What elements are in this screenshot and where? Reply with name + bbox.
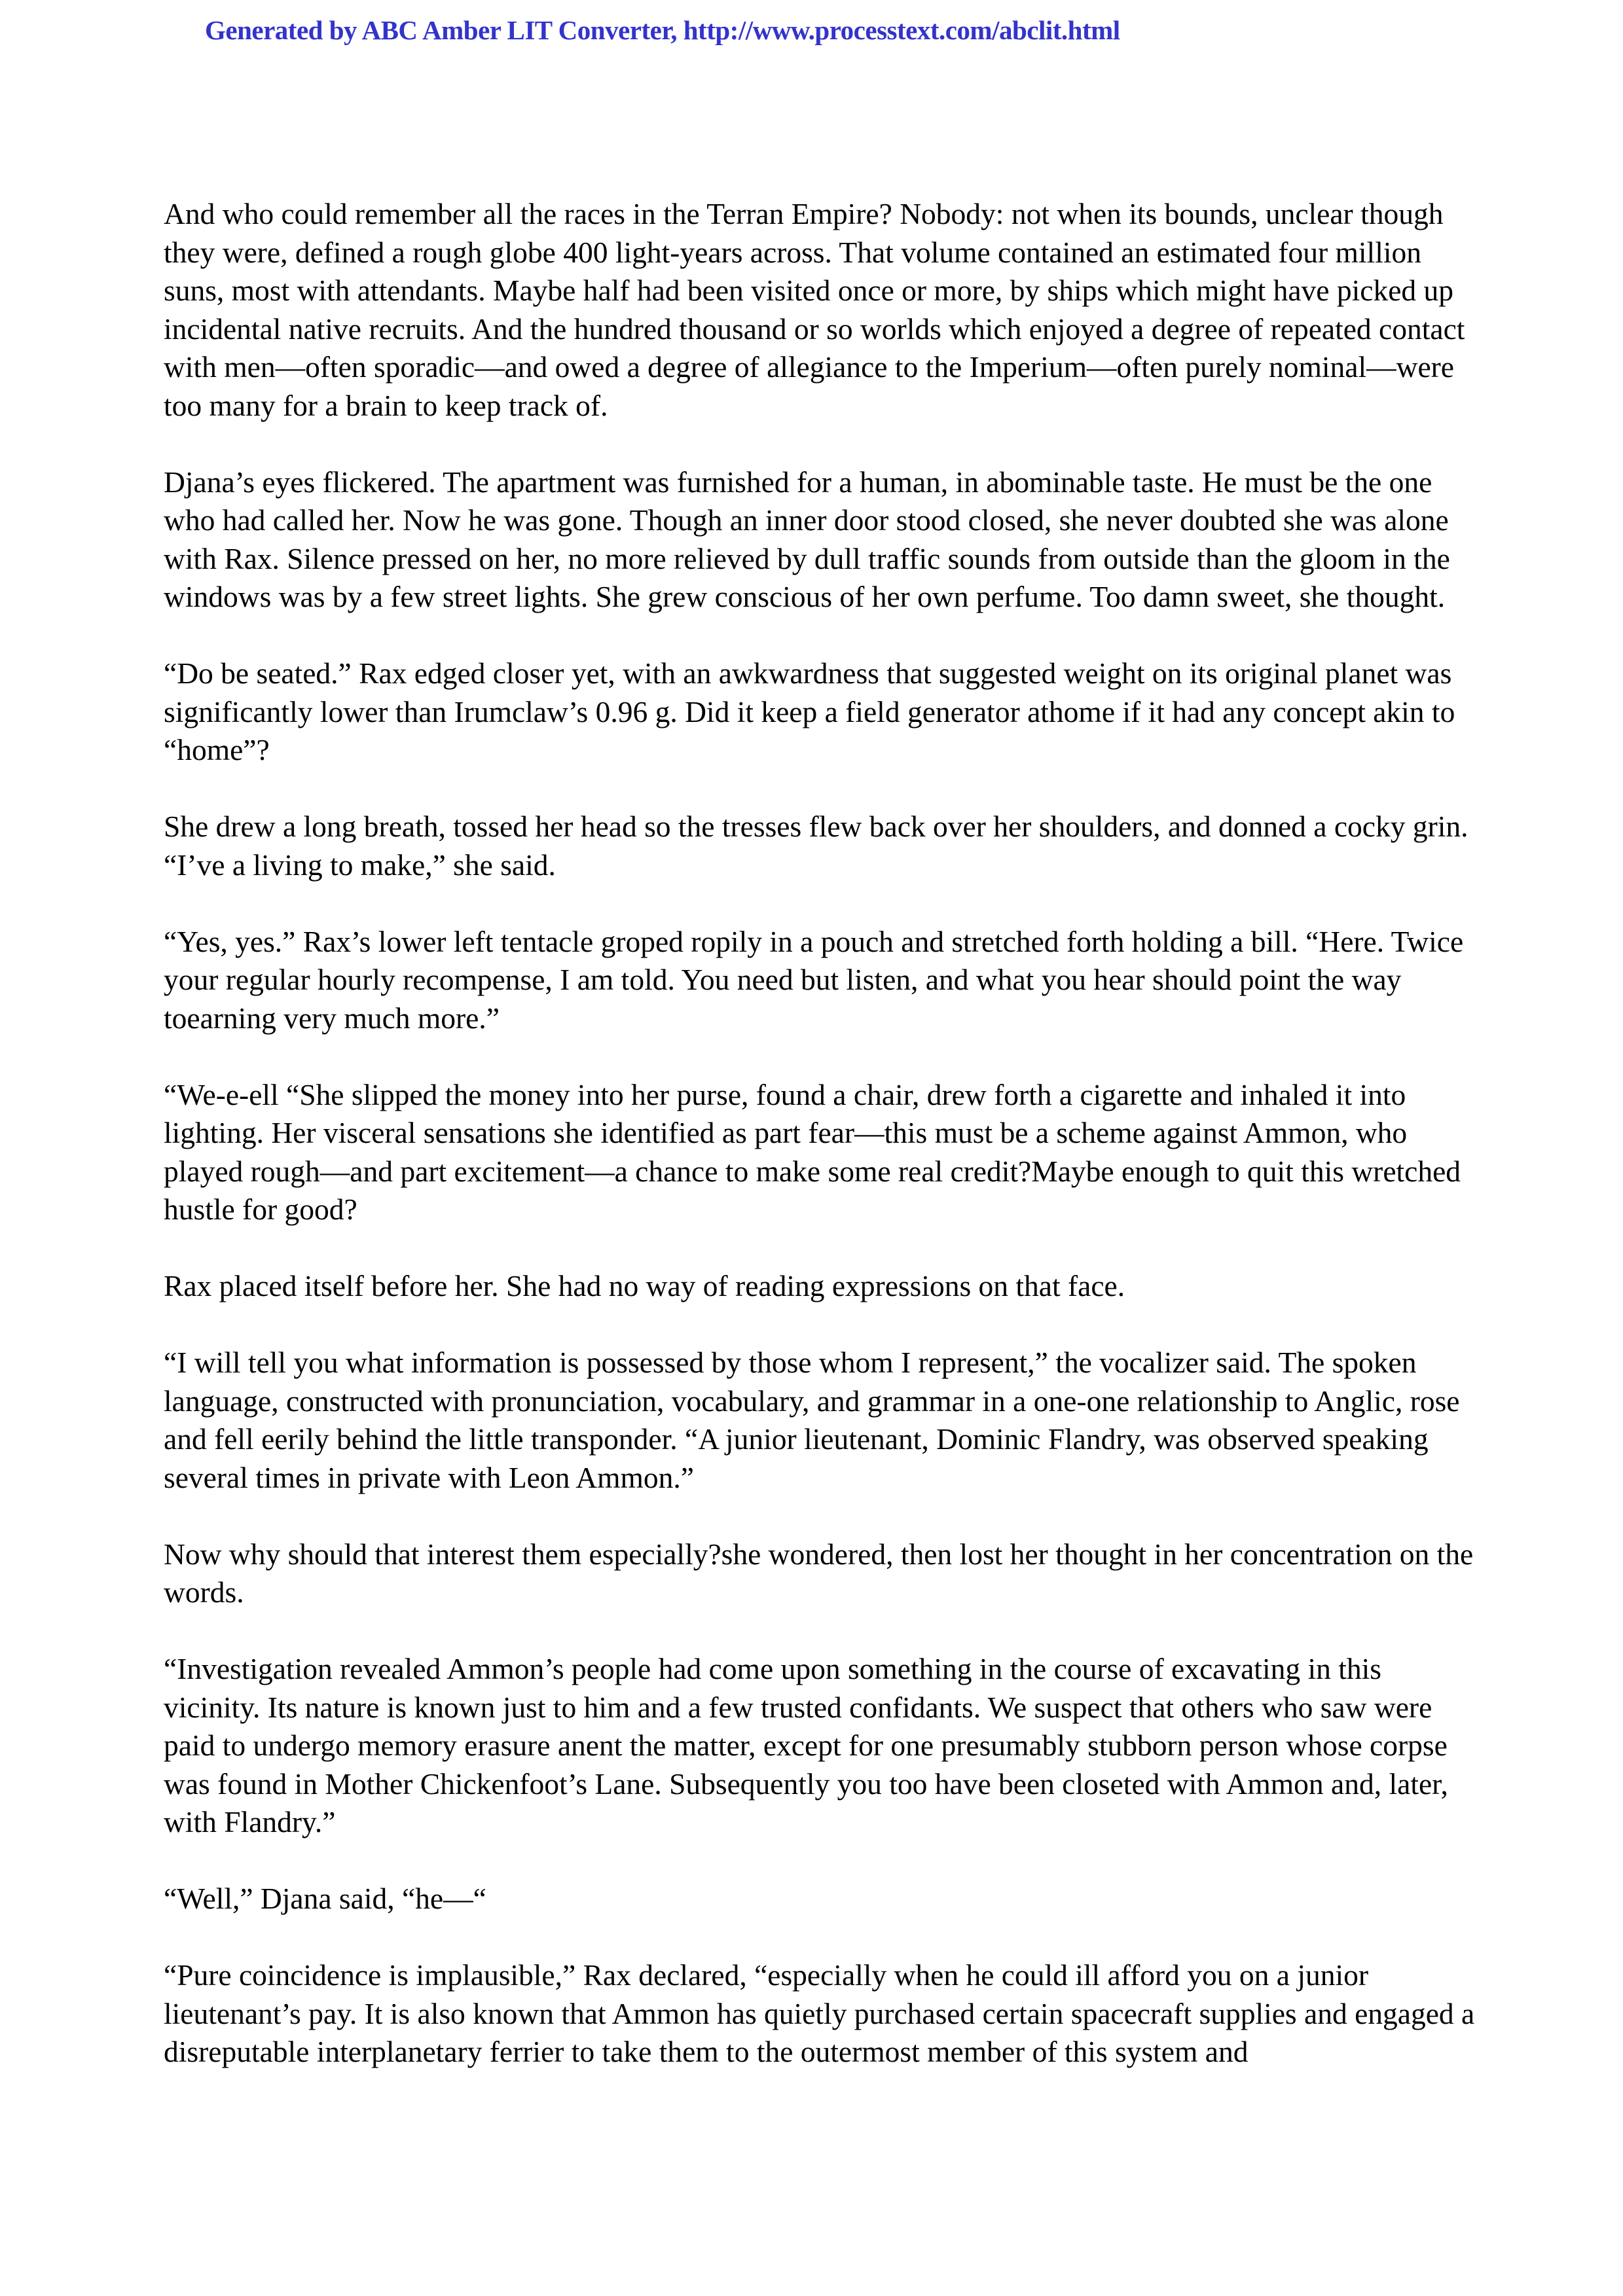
paragraph: Rax placed itself before her. She had no way of reading expressions on that face. bbox=[164, 1269, 1125, 1302]
paragraph: “Pure coincidence is implausible,” Rax declared, “especially when he could ill afford you on a junior lieutenant’s pay. It is also known that Ammon has quietly purchased certain spacecraft supplies and engaged a disreputable interplanetary ferrier to take them to the outermost member of this system and bbox=[164, 1958, 1475, 2068]
converter-header: Generated by ABC Amber LIT Converter, http://www.processtext.com/abclit.html bbox=[205, 15, 1120, 45]
document-body bbox=[164, 195, 1480, 2072]
paragraph: “Yes, yes.” Rax’s lower left tentacle groped ropily in a pouch and stretched forth holding a bill. “Here. Twice your regular hourly recompense, I am told. You need but listen, and what you hear should point the way toearning very much more.” bbox=[164, 924, 1464, 1035]
paragraph: Now why should that interest them especially?she wondered, then lost her thought in her concentration on the words. bbox=[164, 1537, 1474, 1609]
paragraph: “Do be seated.” Rax edged closer yet, with an awkwardness that suggested weight on its original planet was significantly lower than Irumclaw’s 0.96 g. Did it keep a field generator athome if it had any concept akin to “home”? bbox=[164, 656, 1455, 766]
paragraph: “Investigation revealed Ammon’s people had come upon something in the course of excavating in this vicinity. Its nature is known just to him and a few trusted confidants. We suspect that others who saw were paid to undergo memory erasure anent the matter, except for one presumably stubborn person whose corpse was found in Mother Chickenfoot’s Lane. Subsequently you too have been closeted with Ammon and, later, with Flandry.” bbox=[164, 1652, 1448, 1839]
paragraph: “I will tell you what information is possessed by those whom I represent,” the vocalizer said. The spoken language, constructed with pronunciation, vocabulary, and grammar in a one-one relationship to Anglic, rose and fell eerily behind the little transponder. “A junior lieutenant, Dominic Flandry, was observed speaking several times in private with Leon Ammon.” bbox=[164, 1346, 1460, 1494]
paragraph: She drew a long breath, tossed her head so the tresses flew back over her shoulders, and donned a cocky grin. “I’ve a living to make,” she said. bbox=[164, 810, 1468, 882]
paragraph: “We-e-ell “She slipped the money into her purse, found a chair, drew forth a cigarette and inhaled it into lighting. Her visceral sensations she identified as part fear—this must be a scheme against Ammon, who played rough—and part excitement—a chance to make some real credit?Maybe enough to quit this wretched hustle for good? bbox=[164, 1077, 1461, 1226]
paragraph: And who could remember all the races in the Terran Empire? Nobody: not when its bounds, unclear though they were, defined a rough globe 400 light-years across. That volume contained an estimated four million suns, most with attendants. Maybe half had been visited once or more, by ships which might have picked up incidental native recruits. And the hundred thousand or so worlds which enjoyed a degree of repeated contact with men—often sporadic—and owed a degree of allegiance to the Imperium—often purely nominal—were too many for a brain to keep track of. bbox=[164, 197, 1465, 422]
paragraph: “Well,” Djana said, “he—“ bbox=[164, 1882, 486, 1915]
paragraph: Djana’s eyes flickered. The apartment was furnished for a human, in abominable taste. He must be the one who had called her. Now he was gone. Though an inner door stood closed, she never doubted she was alone with Rax. Silence pressed on her, no more relieved by dull traffic sounds from outside than the gloom in the windows was by a few street lights. She grew conscious of her own perfume. Too damn sweet, she thought. bbox=[164, 465, 1450, 613]
